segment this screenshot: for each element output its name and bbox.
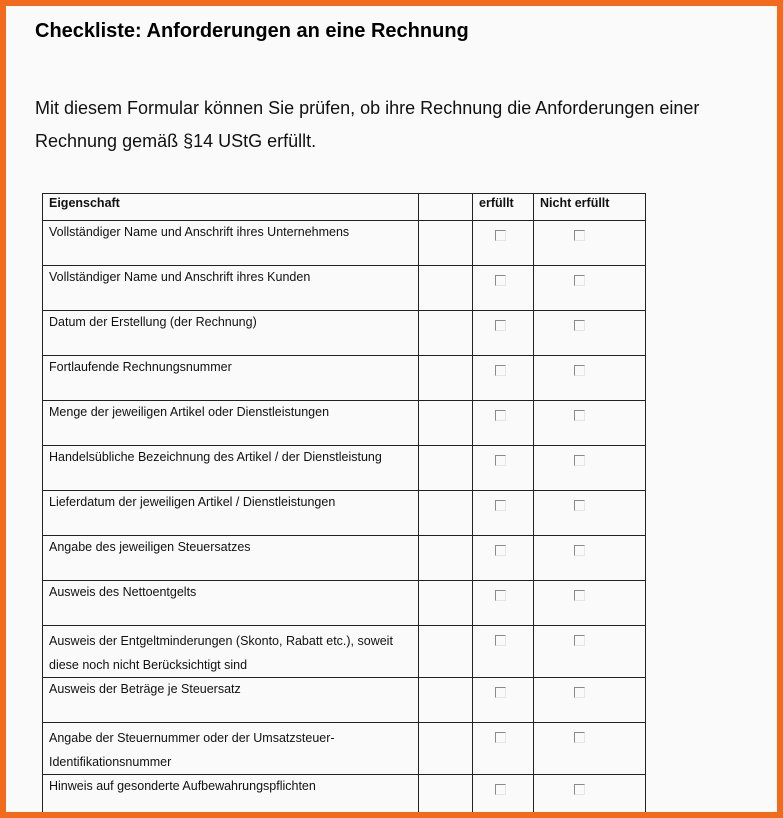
fulfilled-cell	[473, 626, 534, 678]
table-row	[43, 311, 646, 356]
document-page	[6, 6, 777, 812]
table-row	[43, 491, 646, 536]
fulfilled-checkbox[interactable]	[495, 590, 506, 601]
fulfilled-cell	[473, 536, 534, 581]
not-fulfilled-checkbox[interactable]	[574, 545, 585, 556]
row-label: Menge der jeweiligen Artikel oder Dienstleistungen	[43, 401, 419, 446]
fulfilled-checkbox[interactable]	[495, 230, 506, 241]
fulfilled-checkbox[interactable]	[495, 365, 506, 376]
not-fulfilled-cell	[534, 491, 646, 536]
not-fulfilled-checkbox[interactable]	[574, 275, 585, 286]
table-row	[43, 356, 646, 401]
fulfilled-cell	[473, 401, 534, 446]
row-label: Ausweis des Nettoentgelts	[43, 581, 419, 626]
row-label: Angabe der Steuernummer oder der Umsatzsteuer-Identifikationsnummer	[43, 723, 419, 775]
fulfilled-checkbox[interactable]	[495, 275, 506, 286]
not-fulfilled-checkbox[interactable]	[574, 784, 585, 795]
not-fulfilled-cell	[534, 446, 646, 491]
fulfilled-cell	[473, 581, 534, 626]
not-fulfilled-cell	[534, 311, 646, 356]
page-title: Checkliste: Anforderungen an eine Rechnung	[35, 20, 469, 42]
not-fulfilled-checkbox[interactable]	[574, 455, 585, 466]
table-row	[43, 723, 646, 775]
not-fulfilled-cell	[534, 723, 646, 775]
table-header-row	[43, 194, 646, 221]
row-blank-cell	[419, 491, 473, 536]
row-blank-cell	[419, 221, 473, 266]
table-row	[43, 221, 646, 266]
not-fulfilled-cell	[534, 266, 646, 311]
fulfilled-cell	[473, 356, 534, 401]
fulfilled-checkbox[interactable]	[495, 784, 506, 795]
row-label: Datum der Erstellung (der Rechnung)	[43, 311, 419, 356]
row-label: Vollständiger Name und Anschrift ihres Kunden	[43, 266, 419, 311]
row-label: Hinweis auf gesonderte Aufbewahrungspflichten	[43, 775, 419, 813]
not-fulfilled-checkbox[interactable]	[574, 365, 585, 376]
fulfilled-checkbox[interactable]	[495, 732, 506, 743]
intro-text: Mit diesem Formular können Sie prüfen, ob ihre Rechnung die Anforderungen einer Rechnung gemäß §14 UStG erfüllt.	[35, 98, 700, 151]
table-row	[43, 626, 646, 678]
row-label: Ausweis der Beträge je Steuersatz	[43, 678, 419, 723]
not-fulfilled-cell	[534, 401, 646, 446]
not-fulfilled-cell	[534, 221, 646, 266]
not-fulfilled-cell	[534, 775, 646, 813]
header-fulfilled: erfüllt	[473, 194, 534, 221]
table-row	[43, 536, 646, 581]
fulfilled-checkbox[interactable]	[495, 320, 506, 331]
not-fulfilled-checkbox[interactable]	[574, 687, 585, 698]
table-row	[43, 266, 646, 311]
not-fulfilled-checkbox[interactable]	[574, 230, 585, 241]
not-fulfilled-cell	[534, 581, 646, 626]
fulfilled-cell	[473, 446, 534, 491]
table-row	[43, 775, 646, 813]
row-label: Ausweis der Entgeltminderungen (Skonto, Rabatt etc.), soweit diese noch nicht Berücksichtigt sind	[43, 626, 419, 678]
fulfilled-checkbox[interactable]	[495, 687, 506, 698]
row-blank-cell	[419, 678, 473, 723]
row-blank-cell	[419, 775, 473, 813]
fulfilled-checkbox[interactable]	[495, 410, 506, 421]
row-label: Handelsübliche Bezeichnung des Artikel / der Dienstleistung	[43, 446, 419, 491]
fulfilled-cell	[473, 311, 534, 356]
fulfilled-cell	[473, 491, 534, 536]
not-fulfilled-checkbox[interactable]	[574, 320, 585, 331]
table-row	[43, 446, 646, 491]
header-blank	[419, 194, 473, 221]
table-row	[43, 678, 646, 723]
row-blank-cell	[419, 401, 473, 446]
not-fulfilled-checkbox[interactable]	[574, 732, 585, 743]
not-fulfilled-checkbox[interactable]	[574, 500, 585, 511]
fulfilled-cell	[473, 266, 534, 311]
fulfilled-checkbox[interactable]	[495, 500, 506, 511]
row-blank-cell	[419, 266, 473, 311]
fulfilled-checkbox[interactable]	[495, 545, 506, 556]
fulfilled-cell	[473, 775, 534, 813]
checklist-body	[43, 221, 646, 813]
fulfilled-cell	[473, 221, 534, 266]
fulfilled-checkbox[interactable]	[495, 635, 506, 646]
header-not-fulfilled: Nicht erfüllt	[534, 194, 646, 221]
table-row	[43, 581, 646, 626]
row-label: Fortlaufende Rechnungsnummer	[43, 356, 419, 401]
not-fulfilled-cell	[534, 356, 646, 401]
row-label: Vollständiger Name und Anschrift ihres Unternehmens	[43, 221, 419, 266]
header-property: Eigenschaft	[43, 194, 419, 221]
fulfilled-cell	[473, 723, 534, 775]
row-blank-cell	[419, 626, 473, 678]
row-blank-cell	[419, 356, 473, 401]
not-fulfilled-checkbox[interactable]	[574, 410, 585, 421]
fulfilled-checkbox[interactable]	[495, 455, 506, 466]
not-fulfilled-checkbox[interactable]	[574, 590, 585, 601]
row-label: Lieferdatum der jeweiligen Artikel / Dienstleistungen	[43, 491, 419, 536]
fulfilled-cell	[473, 678, 534, 723]
row-blank-cell	[419, 581, 473, 626]
not-fulfilled-cell	[534, 626, 646, 678]
row-label: Angabe des jeweiligen Steuersatzes	[43, 536, 419, 581]
table-row	[43, 401, 646, 446]
row-blank-cell	[419, 536, 473, 581]
row-blank-cell	[419, 723, 473, 775]
row-blank-cell	[419, 446, 473, 491]
row-blank-cell	[419, 311, 473, 356]
not-fulfilled-checkbox[interactable]	[574, 635, 585, 646]
checklist-table	[42, 193, 646, 812]
not-fulfilled-cell	[534, 536, 646, 581]
not-fulfilled-cell	[534, 678, 646, 723]
